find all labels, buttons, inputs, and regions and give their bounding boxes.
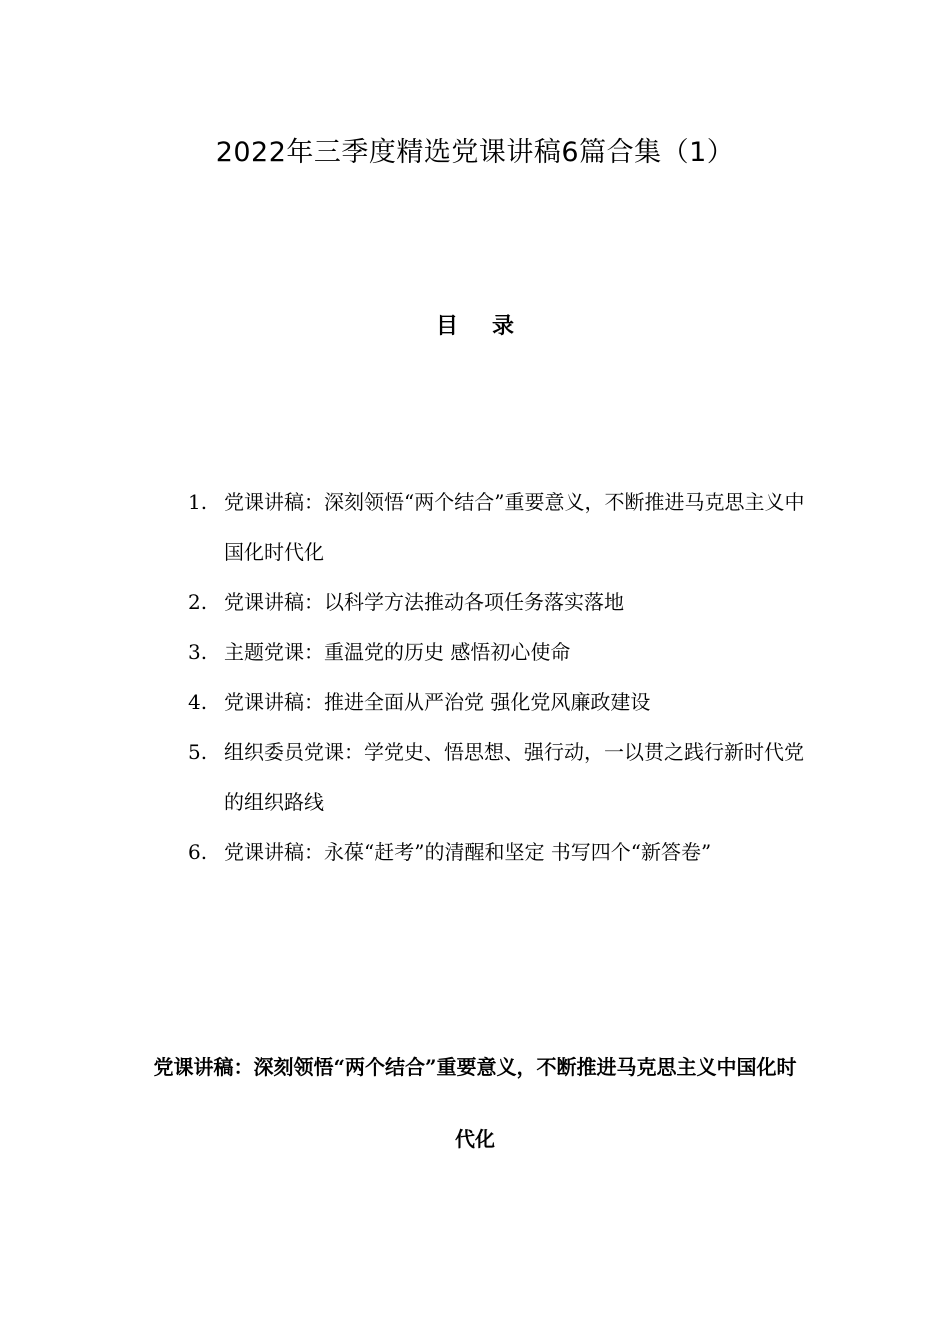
toc-item-number: 1. (188, 490, 208, 514)
toc-item-number: 2. (188, 590, 208, 614)
section-heading: 党课讲稿：深刻领悟“两个结合”重要意义，不断推进马克思主义中国化时代化 (153, 1055, 797, 1151)
toc-item-3[interactable] (188, 627, 808, 677)
toc-item-2[interactable] (188, 577, 808, 627)
toc-item-text: 党课讲稿：推进全面从严治党 强化党风廉政建设 (224, 690, 651, 714)
toc-item-text: 党课讲稿：以科学方法推动各项任务落实落地 (224, 590, 624, 614)
toc-item-5[interactable] (188, 727, 808, 827)
toc-item-text: 党课讲稿：永葆“赶考”的清醒和坚定 书写四个“新答卷” (224, 840, 712, 864)
toc-item-number: 5. (188, 740, 208, 764)
toc-heading (0, 308, 950, 344)
toc-item-1[interactable] (188, 477, 808, 577)
toc-item-number: 3. (188, 640, 208, 664)
table-of-contents (188, 477, 808, 877)
toc-item-number: 4. (188, 690, 208, 714)
toc-heading-left: 目 (435, 313, 458, 339)
toc-item-number: 6. (188, 840, 208, 864)
toc-item-6[interactable] (188, 827, 808, 877)
document-title: 2022年三季度精选党课讲稿6篇合集（1） (215, 137, 735, 168)
toc-item-text: 党课讲稿：深刻领悟“两个结合”重要意义，不断推进马克思主义中国化时代化 (224, 490, 805, 564)
toc-heading-right: 录 (492, 313, 515, 339)
toc-item-text: 主题党课：重温党的历史 感悟初心使命 (224, 640, 571, 664)
toc-item-4[interactable] (188, 677, 808, 727)
toc-item-text: 组织委员党课：学党史、悟思想、强行动，一以贯之践行新时代党的组织路线 (224, 740, 804, 814)
